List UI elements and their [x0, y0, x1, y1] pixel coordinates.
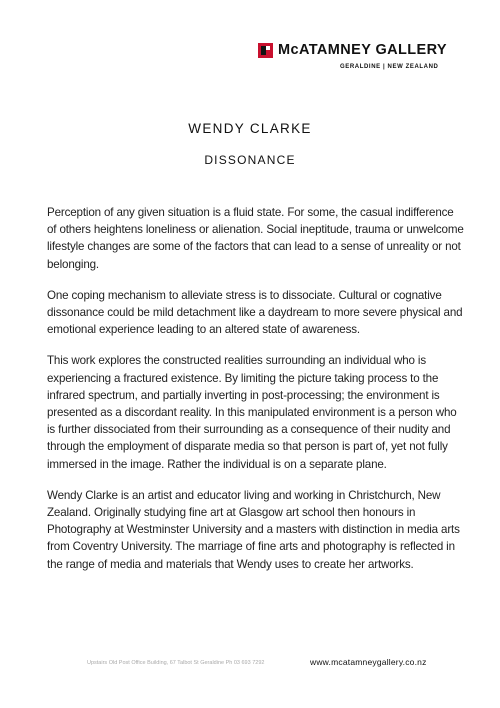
website-link[interactable]: www.mcatamneygallery.co.nz — [310, 657, 427, 667]
paragraph: Wendy Clarke is an artist and educator living and working in Christchurch, New Zealand. Originally studying fine art at Glasgow art school then honours in Photography at Westminster University and a masters with distinction in media arts from Coventry University. The marriage of fine arts and photography is reflected in the range of media and materials that Wendy uses to create her artworks. — [47, 488, 460, 571]
paragraph: This work explores the constructed realities surrounding an individual who is experiencing a fractured existence. By limiting the picture taking process to the infrared spectrum, and partially inverting in post-processing; the environment is presented as a discordant reality. In this manipulated environment is a person who is further dissociated from their surrounding as a consequence of their nudity and through the employment of disparate media so that person is part of, yet not fully immersed in the image. Rather the individual is on a separate plane. — [47, 354, 457, 471]
statement-body — [47, 204, 465, 587]
paragraph: One coping mechanism to alleviate stress is to dissociate. Cultural or cognative dissonance could be mild detachment like a daydream to more severe physical and emotional experience leading to an altered state of awareness. — [47, 288, 463, 337]
paragraph: Perception of any given situation is a fluid state. For some, the casual indifference of others heightens loneliness or alienation. Social ineptitude, trauma or unwelcome lifestyle changes are some of the factors that can lead to a sense of unreality or not belonging. — [47, 206, 464, 271]
footer-address: Upstairs Old Post Office Building, 67 Talbot St Geraldine Ph 03 693 7292 — [87, 660, 265, 666]
artist-name: WENDY CLARKE — [188, 121, 312, 136]
exhibition-title: DISSONANCE — [204, 153, 296, 167]
gallery-logo — [258, 42, 447, 58]
gallery-location: GERALDINE | NEW ZEALAND — [340, 64, 439, 70]
gallery-name: McATAMNEY GALLERY — [278, 42, 447, 58]
gallery-logo-icon — [258, 43, 273, 58]
